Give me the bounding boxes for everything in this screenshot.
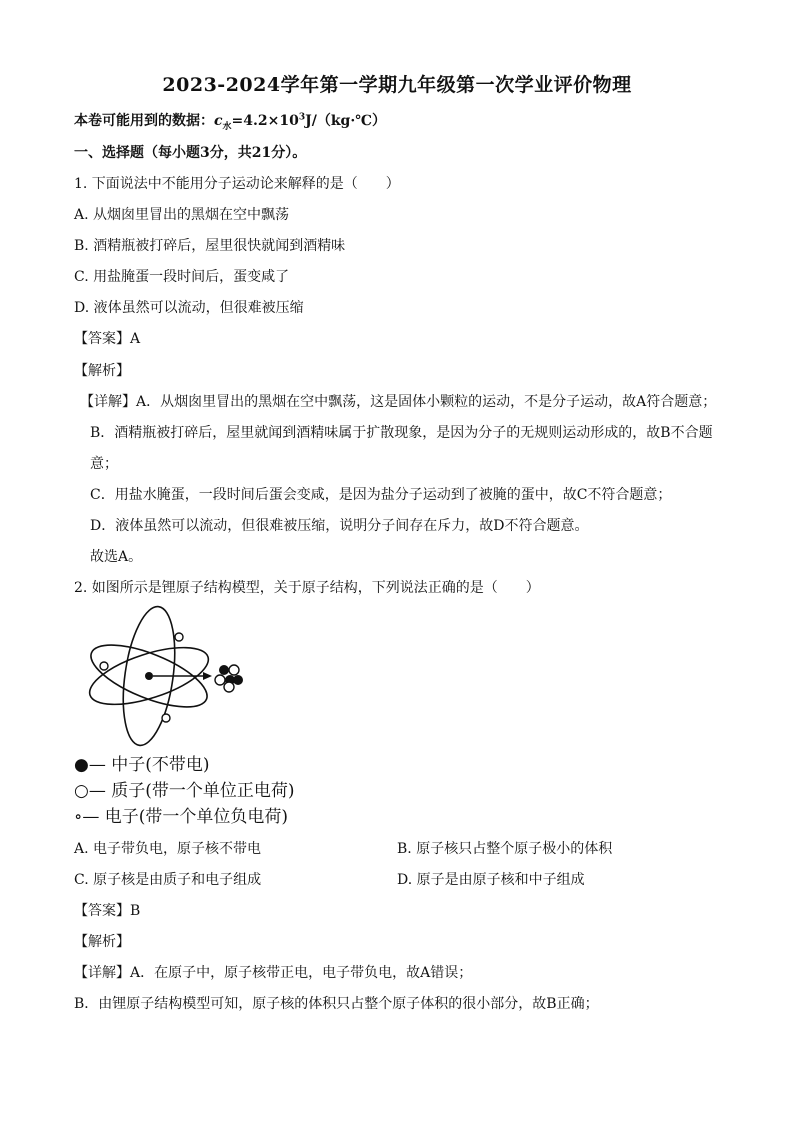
data-note: [74, 110, 386, 132]
data-note-symbol: c: [214, 113, 223, 129]
q1-detail-line: 故选A。: [90, 549, 143, 565]
data-note-sub: 水: [222, 121, 232, 132]
data-note-value: =4.2×10: [231, 113, 299, 129]
q1-analysis-label: 【解析】: [74, 363, 130, 379]
q2-detail-line: 【详解】A．在原子中，原子核带正电，电子带负电，故A错误；: [74, 965, 473, 981]
answer-value: A: [130, 331, 141, 347]
lithium-atom-model-figure: [84, 604, 254, 749]
legend-proton: ○— 质子(带一个单位正电荷): [74, 781, 295, 801]
page-title: 2023-2024学年第一学期九年级第一次学业评价物理: [162, 74, 632, 96]
q1-answer: [74, 328, 140, 348]
q2-stem: 2. 如图所示是锂原子结构模型，关于原子结构，下列说法正确的是（ ）: [74, 580, 540, 596]
q1-stem: 1. 下面说法中不能用分子运动论来解释的是（ ）: [74, 176, 400, 192]
q1-detail-line: B．酒精瓶被打碎后，屋里就闻到酒精味属于扩散现象，是因为分子的无规则运动形成的，故B不合题: [90, 425, 713, 441]
q2-option-c: C. 原子核是由质子和电子组成: [74, 872, 262, 888]
q1-option-d: D. 液体虽然可以流动，但很难被压缩: [74, 300, 304, 316]
q1-detail-line: 【详解】A．从烟囱里冒出的黑烟在空中飘荡，这是固体小颗粒的运动，不是分子运动，故A符合题意；: [80, 394, 717, 410]
q2-option-d: D. 原子是由原子核和中子组成: [397, 872, 585, 888]
data-note-exp: 3: [298, 112, 306, 123]
q1-option-b: B. 酒精瓶被打碎后，屋里很快就闻到酒精味: [74, 238, 346, 254]
data-note-prefix: 本卷可能用到的数据：: [74, 113, 214, 129]
legend-electron: ∘— 电子(带一个单位负电荷): [74, 807, 289, 827]
q2-answer: [74, 900, 140, 920]
answer-value: B: [130, 903, 141, 919]
q2-detail-line: B．由锂原子结构模型可知，原子核的体积只占整个原子体积的很小部分，故B正确；: [74, 996, 599, 1012]
answer-label: 【答案】: [74, 903, 130, 919]
section-heading: 一、选择题（每小题3分，共21分）。: [74, 145, 307, 161]
q1-detail-line: D．液体虽然可以流动，但很难被压缩，说明分子间存在斥力，故D不符合题意。: [90, 518, 589, 534]
q2-option-a: A. 电子带负电，原子核不带电: [74, 841, 262, 857]
q1-option-a: A. 从烟囱里冒出的黑烟在空中飘荡: [74, 207, 290, 223]
answer-label: 【答案】: [74, 331, 130, 347]
q2-analysis-label: 【解析】: [74, 934, 130, 950]
data-note-unit: J/（kg·℃）: [305, 113, 387, 129]
legend-neutron: ●— 中子(不带电): [74, 755, 210, 775]
q1-option-c: C. 用盐腌蛋一段时间后，蛋变咸了: [74, 269, 290, 285]
q1-detail-line: C．用盐水腌蛋，一段时间后蛋会变咸，是因为盐分子运动到了被腌的蛋中，故C不符合题意；: [90, 487, 672, 503]
q1-detail-line: 意；: [90, 456, 118, 472]
q2-option-b: B. 原子核只占整个原子极小的体积: [397, 841, 613, 857]
